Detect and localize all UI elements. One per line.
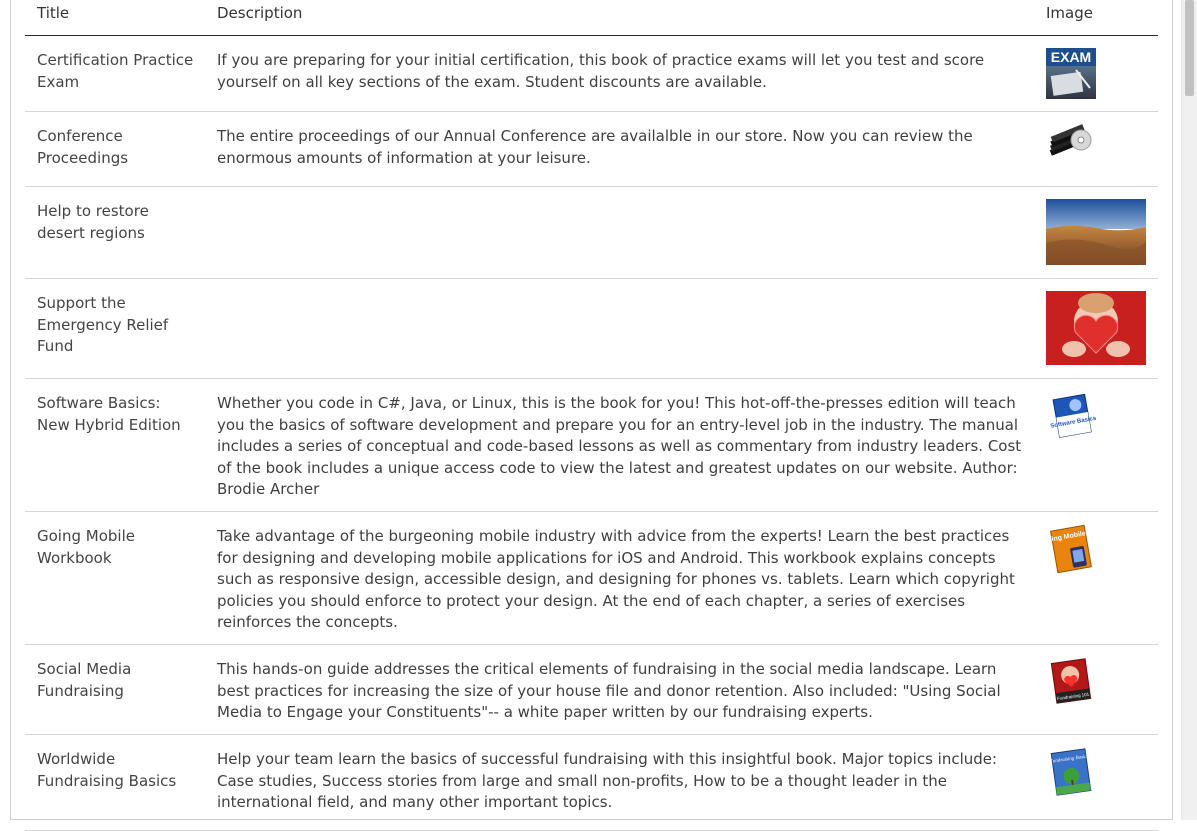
table-row[interactable] <box>25 512 1158 645</box>
row-description: Whether you code in C#, Java, or Linux, this is the book for you! This hot-off-the-presses edition will teach you the basics of software development and prepare you for an entry-level job in the industry. The manual includes a series of conceptual and code-based lessons as well as commentary from industry leaders. Cost of the book includes a unique access code to view the latest and greatest updates on our website. Author: Brodie Archer <box>217 394 1022 498</box>
row-description: This hands-on guide addresses the critical elements of fundraising in the social media landscape. Learn best practices for increasing the size of your house file and donor retention. Also included: "Using Social Media to Engage your Constituents"-- a white paper written by our fundraising experts. <box>217 660 1001 721</box>
column-header-image[interactable]: Image <box>1046 4 1093 22</box>
row-title[interactable]: Certification Practice Exam <box>37 51 194 91</box>
row-title[interactable]: Software Basics: New Hybrid Edition <box>37 394 181 434</box>
svg-text:Software Basics: Software Basics <box>1050 415 1097 430</box>
row-title[interactable]: Worldwide Fundraising Basics <box>37 750 177 790</box>
row-title[interactable]: Help to restore desert regions <box>37 202 149 242</box>
table-row[interactable] <box>25 187 1158 279</box>
svg-text:EXAM: EXAM <box>1050 49 1092 65</box>
row-title[interactable]: Social Media Fundraising <box>37 660 132 700</box>
row-description: If you are preparing for your initial certification, this book of practice exams will let you test and score yourself on all key sections of the exam. Student discounts are available. <box>217 51 985 91</box>
table-row[interactable] <box>25 112 1158 187</box>
software-basics-book-image[interactable] <box>1046 391 1096 439</box>
conference-discs-image[interactable] <box>1046 124 1096 170</box>
fundraising-basics-book-image[interactable] <box>1046 747 1096 797</box>
vertical-scrollbar[interactable] <box>1181 0 1197 820</box>
row-title[interactable]: Support the Emergency Relief Fund <box>37 294 169 355</box>
svg-text:Going Mobile: Going Mobile <box>1041 530 1087 545</box>
scrollbar-thumb[interactable] <box>1185 0 1194 96</box>
table-row[interactable] <box>25 735 1158 831</box>
column-header-description[interactable]: Description <box>217 4 303 22</box>
svg-text:Fundraising 101: Fundraising 101 <box>1056 691 1090 702</box>
exam-book-image[interactable] <box>1046 48 1096 99</box>
going-mobile-book-image[interactable] <box>1041 524 1096 574</box>
row-description: Take advantage of the burgeoning mobile industry with advice from the experts! Learn the best practices for designing and developing mobile applications for iOS and Android. This workbook explains concepts such as responsive design, accessible design, and designing for phones vs. tablets. Learn which copyright policies you should enforce to protect your design. At the end of each chapter, a series of exercises reinforces the concepts. <box>217 527 1015 631</box>
table-row[interactable] <box>25 36 1158 112</box>
product-table <box>25 0 1158 831</box>
table-row[interactable] <box>25 279 1158 379</box>
row-title[interactable]: Going Mobile Workbook <box>37 527 135 567</box>
table-header <box>25 0 1158 36</box>
column-header-title[interactable]: Title <box>37 4 70 22</box>
table-row[interactable] <box>25 379 1158 512</box>
svg-text:Fundraising Basics: Fundraising Basics <box>1049 754 1089 765</box>
heart-hands-image[interactable] <box>1046 291 1146 365</box>
row-description: Help your team learn the basics of successful fundraising with this insightful book. Major topics include: Case studies, Success stories from large and small non-profits, How to be a thought leader in the international field, and many other important topics. <box>217 750 998 811</box>
row-title[interactable]: Conference Proceedings <box>37 127 129 167</box>
table-row[interactable] <box>25 645 1158 735</box>
fundraising-101-book-image[interactable] <box>1046 657 1096 705</box>
row-description: The entire proceedings of our Annual Conference are availalble in our store. Now you can review the enormous amounts of information at your leisure. <box>217 127 973 167</box>
desert-landscape-image[interactable] <box>1046 199 1146 265</box>
